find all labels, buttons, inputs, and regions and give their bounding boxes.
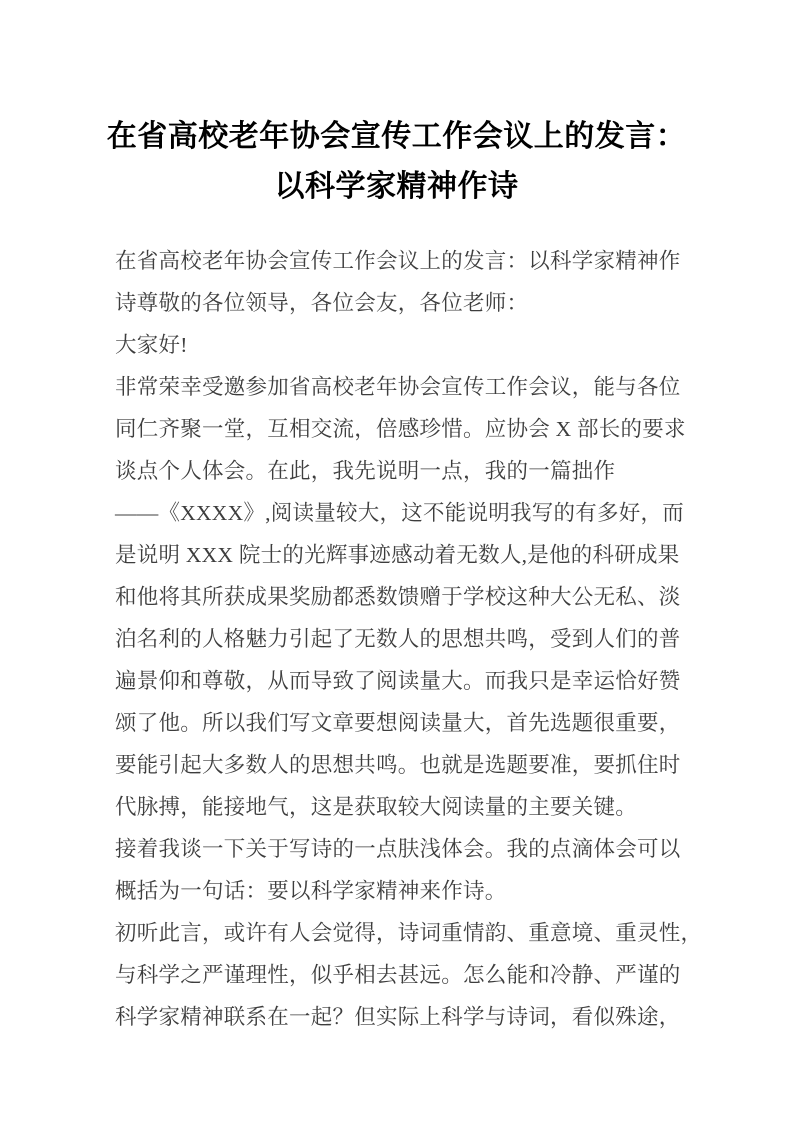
text-line: 诗尊敬的各位领导，各位会友，各位老师：	[115, 291, 529, 315]
text-line: 非常荣幸受邀参加省高校老年协会宣传工作会议，能与各位	[115, 375, 681, 399]
document-title	[0, 0, 793, 212]
text-line: 谈点个人体会。在此，我先说明一点，我的一篇拙作	[115, 459, 616, 483]
text-line: 接着我谈一下关于写诗的一点肤浅体会。我的点滴体会可以	[115, 837, 681, 861]
text-line: 代脉搏，能接地气，这是获取较大阅读量的主要关键。	[115, 795, 638, 819]
text-line: 大家好!	[115, 333, 188, 357]
text-line: 在省高校老年协会宣传工作会议上的发言：以科学家精神作	[115, 249, 681, 273]
text-line: 泊名利的人格魅力引起了无数人的思想共鸣，受到人们的普	[115, 627, 681, 651]
text-line: 科学家精神联系在一起？但实际上科学与诗词，看似殊途，	[115, 1005, 681, 1029]
text-line: 与科学之严谨理性，似乎相去甚远。怎么能和冷静、严谨的	[115, 963, 681, 987]
title-line-2: 以科学家精神作诗	[274, 170, 519, 203]
text-line: 初听此言，或许有人会觉得，诗词重情韵、重意境、重灵性，	[115, 921, 703, 945]
document-body	[115, 240, 703, 1038]
text-line: ——《XXXX》,阅读量较大，这不能说明我写的有多好，而	[115, 501, 684, 525]
text-line: 遍景仰和尊敬，从而导致了阅读量大。而我只是幸运恰好赞	[115, 669, 681, 693]
text-line: 是说明 XXX 院士的光辉事迹感动着无数人,是他的科研成果	[115, 543, 680, 567]
text-line: 同仁齐聚一堂，互相交流，倍感珍惜。应协会 X 部长的要求	[115, 417, 686, 441]
text-line: 要能引起大多数人的思想共鸣。也就是选题要准，要抓住时	[115, 753, 681, 777]
title-line-1: 在省高校老年协会宣传工作会议上的发言：	[106, 120, 687, 153]
text-line: 和他将其所获成果奖励都悉数馈赠于学校这种大公无私、淡	[115, 585, 681, 609]
text-line: 概括为一句话：要以科学家精神来作诗。	[115, 879, 507, 903]
text-line: 颂了他。所以我们写文章要想阅读量大，首先选题很重要，	[115, 711, 681, 735]
